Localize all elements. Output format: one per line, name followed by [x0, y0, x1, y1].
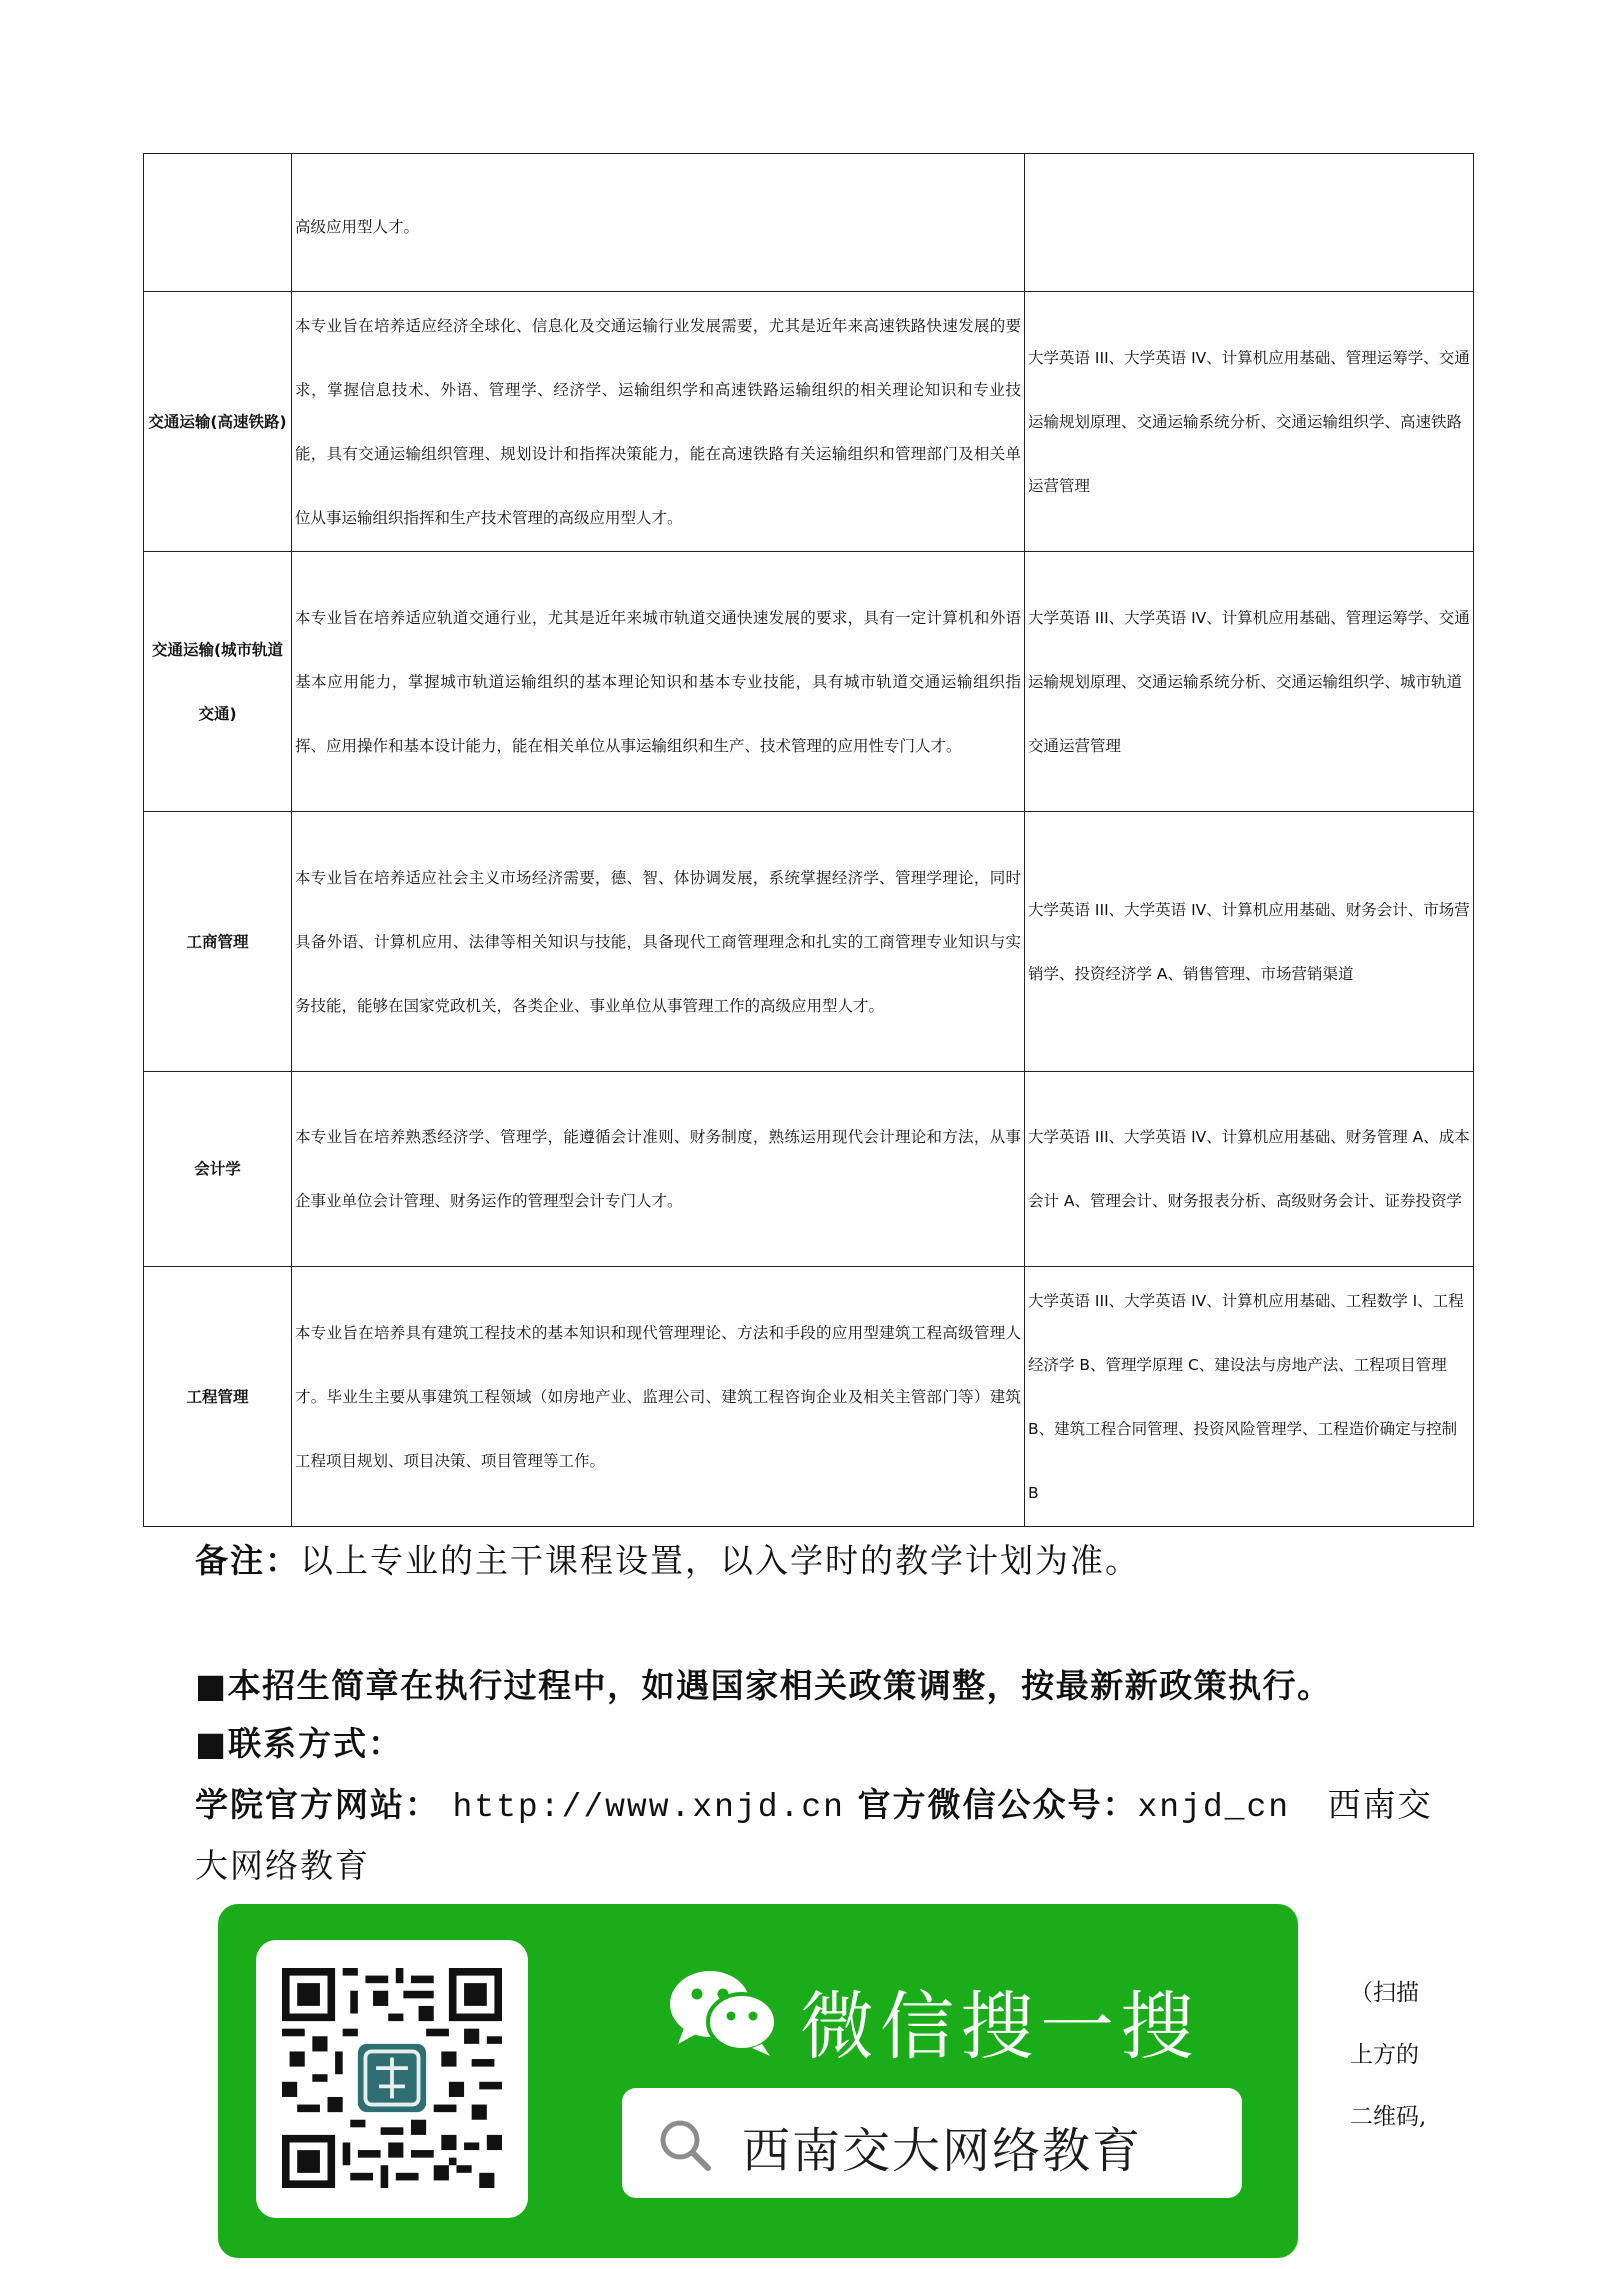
scan-note-line: （扫描	[1350, 1980, 1419, 2006]
table-row	[144, 292, 1474, 552]
table-row	[144, 552, 1474, 812]
qr-code-card	[256, 1940, 528, 2218]
scan-note-line: 上方的	[1350, 2042, 1419, 2068]
policy-notice: ■本招生简章在执行过程中，如遇国家相关政策调整，按最新新政策执行。	[195, 1666, 1332, 1705]
search-icon	[658, 2118, 712, 2172]
major-name: 交通运输(城市轨道交通)	[144, 552, 292, 812]
major-description: 本专业旨在培养适应社会主义市场经济需要，德、智、体协调发展，系统掌握经济学、管理学理论，同时具备外语、计算机应用、法律等相关知识与技能，具备现代工商管理理念和扎实的工商管理专业知识与实务技能，能够在国家党政机关，各类企业、事业单位从事管理工作的高级应用型人才。	[292, 812, 1025, 1072]
website-link[interactable]: http://www.xnjd.cn	[452, 1789, 845, 1826]
major-name: 工商管理	[144, 812, 292, 1072]
table-row	[144, 154, 1474, 292]
major-description: 高级应用型人才。	[292, 154, 1025, 292]
remark-text: 以上专业的主干课程设置，以入学时的教学计划为准。	[300, 1541, 1140, 1580]
major-courses: 大学英语 III、大学英语 IV、计算机应用基础、工程数学 I、工程经济学 B、管理学原理 C、建设法与房地产法、工程项目管理 B、建筑工程合同管理、投资风险管理学、工程造价确定与控制 B	[1025, 1267, 1474, 1527]
table-row	[144, 1072, 1474, 1267]
wechat-logo-icon	[668, 1966, 780, 2058]
search-text: 西南交大网络教育	[742, 2123, 1143, 2179]
major-courses: 大学英语 III、大学英语 IV、计算机应用基础、财务管理 A、成本会计 A、管理会计、财务报表分析、高级财务会计、证券投资学	[1025, 1072, 1474, 1267]
major-description: 本专业旨在培养适应轨道交通行业，尤其是近年来城市轨道交通快速发展的要求，具有一定计算机和外语基本应用能力，掌握城市轨道运输组织的基本理论知识和基本专业技能，具有城市轨道交通运输组织指挥、应用操作和基本设计能力，能在相关单位从事运输组织和生产、技术管理的应用性专门人才。	[292, 552, 1025, 812]
major-name	[144, 154, 292, 292]
scan-note-line: 二维码,	[1350, 2104, 1427, 2130]
major-courses: 大学英语 III、大学英语 IV、计算机应用基础、财务会计、市场营销学、投资经济学 A、销售管理、市场营销渠道	[1025, 812, 1474, 1072]
website-label: 学院官方网站：	[195, 1785, 440, 1824]
major-courses: 大学英语 III、大学英语 IV、计算机应用基础、管理运筹学、交通运输规划原理、交通运输系统分析、交通运输组织学、高速铁路运营管理	[1025, 292, 1474, 552]
majors-table	[143, 153, 1474, 1527]
banner-title: 微信搜一搜	[800, 1984, 1200, 2070]
contact-info	[195, 1776, 1465, 1895]
remark	[195, 1535, 1140, 1582]
table-row	[144, 1267, 1474, 1527]
wechat-label: 官方微信公众号：	[857, 1785, 1138, 1824]
wechat-search-banner	[218, 1904, 1298, 2258]
major-name: 交通运输(高速铁路)	[144, 292, 292, 552]
scan-note	[1350, 1962, 1440, 2148]
major-courses: 大学英语 III、大学英语 IV、计算机应用基础、管理运筹学、交通运输规划原理、交通运输系统分析、交通运输组织学、城市轨道交通运营管理	[1025, 552, 1474, 812]
major-description: 本专业旨在培养具有建筑工程技术的基本知识和现代管理理论、方法和手段的应用型建筑工程高级管理人才。毕业生主要从事建筑工程领域（如房地产业、监理公司、建筑工程咨询企业及相关主管部门等）建筑工程项目规划、项目决策、项目管理等工作。	[292, 1267, 1025, 1527]
major-courses	[1025, 154, 1474, 292]
major-description: 本专业旨在培养适应经济全球化、信息化及交通运输行业发展需要，尤其是近年来高速铁路快速发展的要求，掌握信息技术、外语、管理学、经济学、运输组织学和高速铁路运输组织的相关理论知识和专业技能，具有交通运输组织管理、规划设计和指挥决策能力，能在高速铁路有关运输组织和管理部门及相关单位从事运输组织指挥和生产技术管理的高级应用型人才。	[292, 292, 1025, 552]
remark-label: 备注：	[195, 1541, 300, 1580]
wechat-id: xnjd_cn	[1137, 1789, 1291, 1826]
major-name: 会计学	[144, 1072, 292, 1267]
major-name: 工程管理	[144, 1267, 292, 1527]
qr-code-icon	[282, 1968, 502, 2188]
search-box[interactable]	[622, 2088, 1242, 2198]
account-name: 西南交大网络教育	[195, 1785, 1433, 1885]
major-description: 本专业旨在培养熟悉经济学、管理学，能遵循会计准则、财务制度，熟练运用现代会计理论和方法，从事企事业单位会计管理、财务运作的管理型会计专门人才。	[292, 1072, 1025, 1267]
contact-heading: ■联系方式：	[195, 1724, 404, 1763]
table-row	[144, 812, 1474, 1072]
